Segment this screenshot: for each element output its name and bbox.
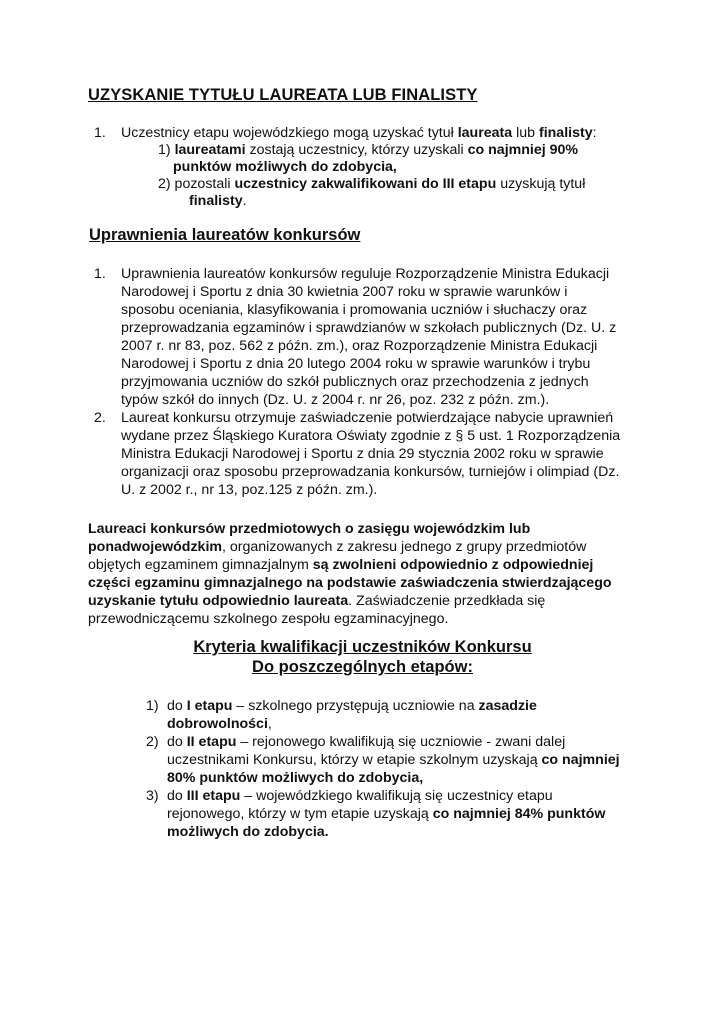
bold-text: uczestnicy zakwalifikowani do III etapu [234, 176, 497, 192]
list-item-line: typów szkół do innych (Dz. U. z 2004 r. nr 26, poz. 232 z późn. zm.). [121, 392, 550, 408]
section-title-rights: Uprawnienia laureatów konkursów [89, 226, 361, 244]
sub-item-laureates [158, 141, 578, 159]
bold-text: dobrowolności [167, 716, 268, 732]
bold-text: co najmniej 90% [467, 142, 579, 158]
bold-text: zasadzie [478, 698, 537, 714]
paragraph-line [88, 592, 545, 610]
list-item-line: Ministra Edukacji Narodowej i Sportu z dnia 29 stycznia 2002 roku w sprawie [121, 446, 604, 462]
bold-text: II etapu [186, 734, 237, 750]
bold-text: laureata [457, 125, 513, 141]
section-subtitle-stages: Do poszczególnych etapów: [252, 658, 473, 676]
text: zostają uczestnicy, którzy uzyskali [245, 142, 468, 158]
list-item-line [167, 805, 605, 823]
list-item-line [167, 697, 537, 715]
text: rejonowego, którzy w tym etapie uzyskają [167, 806, 433, 822]
bold-text: III etapu [186, 788, 241, 804]
list-item-line: 2007 r. nr 83, poz. 562 z późn. zm.), oraz Rozporządzenie Ministra Edukacji [121, 338, 598, 354]
text: uczestnikami Konkursu, którzy w etapie szkolnym uzyskają [167, 752, 542, 768]
paragraph-line: przewodniczącemu szkolnego zespołu egzaminacyjnego. [88, 611, 449, 627]
section-title-criteria: Kryteria kwalifikacji uczestników Konkursu [193, 638, 532, 656]
text: , [267, 716, 272, 732]
text: Uczestnicy etapu wojewódzkiego mogą uzyskać tytuł [121, 125, 458, 141]
text: objętych egzaminem gimnazjalnym [88, 557, 313, 573]
text: – rejonowego kwalifikują się uczniowie - zwani dalej [236, 734, 566, 750]
list-item-line: przyjmowania uczniów do szkół publicznych oraz przechodzenia z jednych [121, 374, 589, 390]
list-item-line [167, 751, 620, 769]
list-item-line: U. z 2002 r., nr 13, poz.125 z późn. zm.). [121, 482, 378, 498]
paragraph-line [88, 556, 593, 574]
bold-text: są zwolnieni odpowiednio z odpowiedniej [312, 557, 594, 573]
list-number: 1) [146, 698, 159, 714]
list-item-line: 80% punktów możliwych do zdobycia, [167, 770, 424, 786]
bold-text: co najmniej 84% punktów [432, 806, 606, 822]
bold-text: co najmniej [541, 752, 620, 768]
text: , organizowanych z zakresu jednego z grupy przedmiotów [222, 539, 587, 555]
text: . [242, 193, 247, 209]
bold-text: finalisty [538, 125, 593, 141]
list-item-line [167, 787, 553, 805]
list-item-line: Narodowej i Sportu z dnia 20 lutego 2004 roku w sprawie warunków i trybu [121, 356, 591, 372]
list-item-line: Laureat konkursu otrzymuje zaświadczenie potwierdzające nabycie uprawnień [121, 410, 614, 426]
list-item-line: Uprawnienia laureatów konkursów reguluje Rozporządzenie Ministra Edukacji [121, 266, 610, 282]
text: 1) [158, 142, 175, 158]
bold-text: finalisty [189, 193, 243, 209]
list-item-line: przeprowadzania egzaminów i sprawdzianów w szkołach publicznych (Dz. U. z [121, 320, 617, 336]
text: : [592, 125, 597, 141]
list-item-line [167, 715, 272, 733]
bold-text: laureatami [174, 142, 246, 158]
list-number: 3) [146, 788, 159, 804]
text: do [167, 698, 187, 714]
bold-text: I etapu [186, 698, 233, 714]
text: do [167, 788, 187, 804]
list-item-line: wydane przez Śląskiego Kuratora Oświaty zgodnie z § 5 ust. 1 Rozporządzenia [121, 428, 621, 444]
paragraph-line: Laureaci konkursów przedmiotowych o zasięgu wojewódzkim lub [88, 521, 531, 537]
text: – wojewódzkiego kwalifikują się uczestnicy etapu [240, 788, 553, 804]
paragraph-line: części egzaminu gimnazjalnego na podstawie zaświadczenia stwierdzającego [88, 575, 612, 591]
list-item-line: sposobu oceniania, klasyfikowania i promowania uczniów i słuchaczy oraz [121, 302, 588, 318]
list-number: 2) [146, 734, 159, 750]
sub-item-continuation: punktów możliwych do zdobycia, [173, 159, 397, 175]
list-item-line: możliwych do zdobycia. [167, 824, 329, 840]
list-item-text [121, 124, 597, 142]
list-item-line: organizacji oraz sposobu przeprowadzania konkursów, turniejów i olimpiad (Dz. [121, 464, 620, 480]
bold-text: uzyskanie tytułu odpowiednio laureata [88, 593, 349, 609]
list-number: 2. [94, 410, 106, 426]
text: 2) pozostali [158, 176, 235, 192]
text: – szkolnego przystępują uczniowie na [232, 698, 479, 714]
sub-item-continuation [189, 192, 247, 210]
text: do [167, 734, 187, 750]
section-title-laureate: UZYSKANIE TYTUŁU LAUREATA LUB FINALISTY [88, 86, 478, 104]
text: lub [512, 125, 539, 141]
list-item-line [167, 733, 565, 751]
list-number: 1. [94, 125, 106, 141]
text: . Zaświadczenie przedkłada się [348, 593, 546, 609]
bold-text: ponadwojewódzkim [88, 539, 222, 555]
list-number: 1. [94, 266, 106, 282]
paragraph-line [88, 538, 586, 556]
list-item-line: Narodowej i Sportu z dnia 30 kwietnia 2007 roku w sprawie warunków i [121, 284, 568, 300]
sub-item-finalists [158, 175, 585, 193]
text: uzyskują tytuł [496, 176, 586, 192]
